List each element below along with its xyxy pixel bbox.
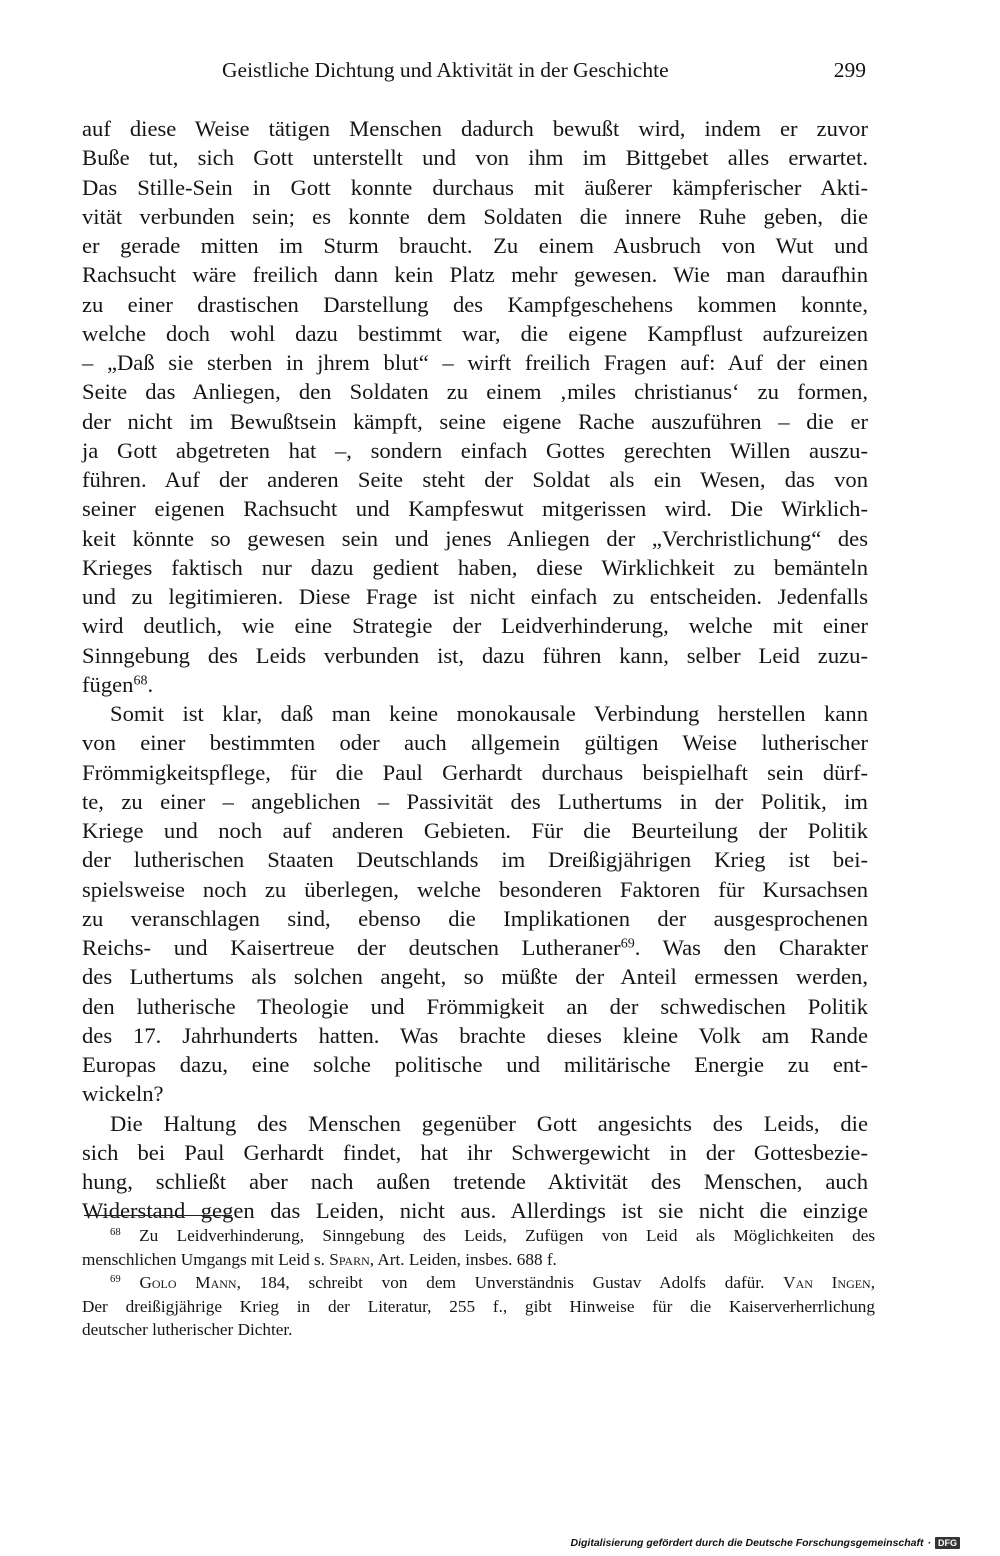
digitization-credit [571, 1535, 960, 1551]
footnote-69-line: deutscher lutherischer Dichter. [82, 1320, 293, 1339]
text-line: er gerade mitten im Sturm braucht. Zu einem Ausbruch von Wut und [82, 233, 868, 258]
text-line: wickeln? [82, 1081, 164, 1107]
footnote-mark-69: 69 [110, 1274, 121, 1286]
text-fragment: . [147, 671, 154, 697]
page-number: 299 [833, 58, 866, 82]
text-line: auf diese Weise tätigen Menschen dadurch bewußt wird, indem er zuvor [82, 116, 868, 141]
text-line: seiner eigenen Rachsucht und Kampfeswut mitgerissen wird. Die Wirklich- [82, 496, 868, 522]
text-line: Europas dazu, eine solche politische und militärische Energie zu ent- [82, 1052, 868, 1077]
footnote-author: Golo Mann [139, 1273, 237, 1292]
footnote-text: menschlichen Umgangs mit Leid s. [82, 1249, 325, 1269]
footnote-ref-69[interactable]: 69 [620, 936, 635, 952]
main-text [82, 114, 868, 1226]
footnote-ref-68[interactable]: 68 [133, 673, 148, 689]
text-line: welche doch wohl dazu bestimmt war, die eigene Kampflust aufzureizen [82, 320, 868, 346]
text-line: te, zu einer – angeblichen – Passivität des Luthertums in der Politik, im [82, 788, 868, 814]
separator-dot: · [927, 1537, 931, 1549]
text-line: der nicht im Bewußtsein kämpft, seine eigene Rache auszuführen – die er [82, 408, 868, 434]
text-line: des 17. Jahrhunderts hatten. Was brachte dieses kleine Volk am Rande [82, 1022, 868, 1048]
footnote-text: , Art. Leiden, insbes. 688 f. [369, 1249, 557, 1269]
running-title: Geistliche Dichtung und Aktivität in der Geschichte [222, 58, 669, 82]
text-line: Buße tut, sich Gott unterstellt und von ihm im Bittgebet alles erwartet. [82, 145, 868, 171]
text-line: Das Stille-Sein in Gott konnte durchaus mit äußerer kämpferischer Akti- [82, 174, 868, 200]
text-line: keit könnte so gewesen sein und jenes Anliegen der „Verchristlichung“ des [82, 525, 868, 551]
text-line [82, 670, 868, 699]
paragraph-start-line: Somit ist klar, daß man keine monokausale Verbindung herstellen kann [110, 701, 868, 726]
text-line: Rachsucht wäre freilich dann kein Platz mehr gewesen. Wie man daraufhin [82, 262, 868, 288]
text-line: führen. Auf der anderen Seite steht der Soldat als ein Wesen, das von [82, 467, 868, 492]
footnote-68-line [82, 1248, 875, 1272]
text-fragment: Reichs- und Kaisertreue der deutschen Lutheraner [82, 935, 621, 960]
text-line: ja Gott abgetreten hat –, sondern einfach Gottes gerechten Willen auszu- [82, 437, 868, 463]
dfg-logo: DFG [935, 1537, 960, 1549]
running-header [222, 56, 872, 88]
text-line [82, 933, 868, 962]
footnote-separator [84, 1215, 232, 1216]
footnote-69-line: Der dreißigjährige Krieg in der Literatur, 255 f., gibt Hinweise für die Kaiserverherrlichung [82, 1296, 875, 1316]
footnote-mark-68: 68 [110, 1227, 121, 1239]
text-fragment: fügen [82, 671, 134, 697]
footnote-69-line [82, 1271, 875, 1295]
text-line: von einer bestimmten oder auch allgemein gültigen Weise lutherischer [82, 730, 868, 756]
footnote-text: , 184, schreibt von dem Unverständnis Gustav Adolfs dafür. [236, 1273, 765, 1292]
text-line: des Luthertums als solchen angeht, so müßte der Anteil ermessen werden, [82, 964, 868, 990]
footnote-text: Zu Leidverhinderung, Sinngebung des Leids, Zufügen von Leid als Möglichkeiten des [139, 1226, 876, 1245]
text-line: den lutherische Theologie und Frömmigkeit an der schwedischen Politik [82, 993, 868, 1019]
text-line: Krieges faktisch nur dazu gedient haben, diese Wirklichkeit zu bemänteln [82, 554, 868, 580]
text-line: – „Daß sie sterben in jhrem blut“ – wirft freilich Fragen auf: Auf der einen [82, 350, 868, 375]
text-line: zu veranschlagen sind, ebenso die Implikationen der ausgesprochenen [82, 905, 868, 931]
text-line: hung, schließt aber nach außen tretende Aktivität des Menschen, auch [82, 1169, 868, 1194]
text-line: Seite das Anliegen, den Soldaten zu einem ‚miles christianus‘ zu formen, [82, 379, 868, 405]
text-line: sich bei Paul Gerhardt findet, hat ihr Schwergewicht in der Gottesbezie- [82, 1139, 868, 1165]
text-line: der lutherischen Staaten Deutschlands im Dreißigjährigen Krieg ist bei- [82, 847, 868, 873]
text-line: zu einer drastischen Darstellung des Kampfgeschehens kommen konnte, [82, 291, 868, 317]
footnote-author: Van Ingen [783, 1273, 871, 1292]
footnotes [82, 1224, 875, 1342]
paragraph-start-line: Die Haltung des Menschen gegenüber Gott angesichts des Leids, die [110, 1110, 868, 1136]
credit-text: Digitalisierung gefördert durch die Deutsche Forschungsgemeinschaft [570, 1537, 924, 1549]
footnote-68-line [82, 1224, 875, 1248]
footnote-author: Sparn [329, 1249, 370, 1269]
footnote-text: , [870, 1273, 876, 1292]
text-line: vität verbunden sein; es konnte dem Soldaten die innere Ruhe geben, die [82, 203, 868, 229]
text-line: Widerstand gegen das Leiden, nicht aus. Allerdings ist sie nicht die einzige [82, 1198, 868, 1224]
text-line: Kriege und noch auf anderen Gebieten. Für die Beurteilung der Politik [82, 818, 868, 843]
text-line: spielsweise noch zu überlegen, welche besonderen Faktoren für Kursachsen [82, 876, 868, 902]
text-fragment: . Was den Charakter [634, 935, 868, 960]
text-line: wird deutlich, wie eine Strategie der Leidverhinderung, welche mit einer [82, 613, 868, 639]
text-line: und zu legitimieren. Diese Frage ist nicht einfach zu entscheiden. Jedenfalls [82, 584, 868, 609]
text-line: Frömmigkeitspflege, für die Paul Gerhardt durchaus beispielhaft sein dürf- [82, 759, 868, 785]
text-line: Sinngebung des Leids verbunden ist, dazu führen kann, selber Leid zuzu- [82, 642, 868, 668]
